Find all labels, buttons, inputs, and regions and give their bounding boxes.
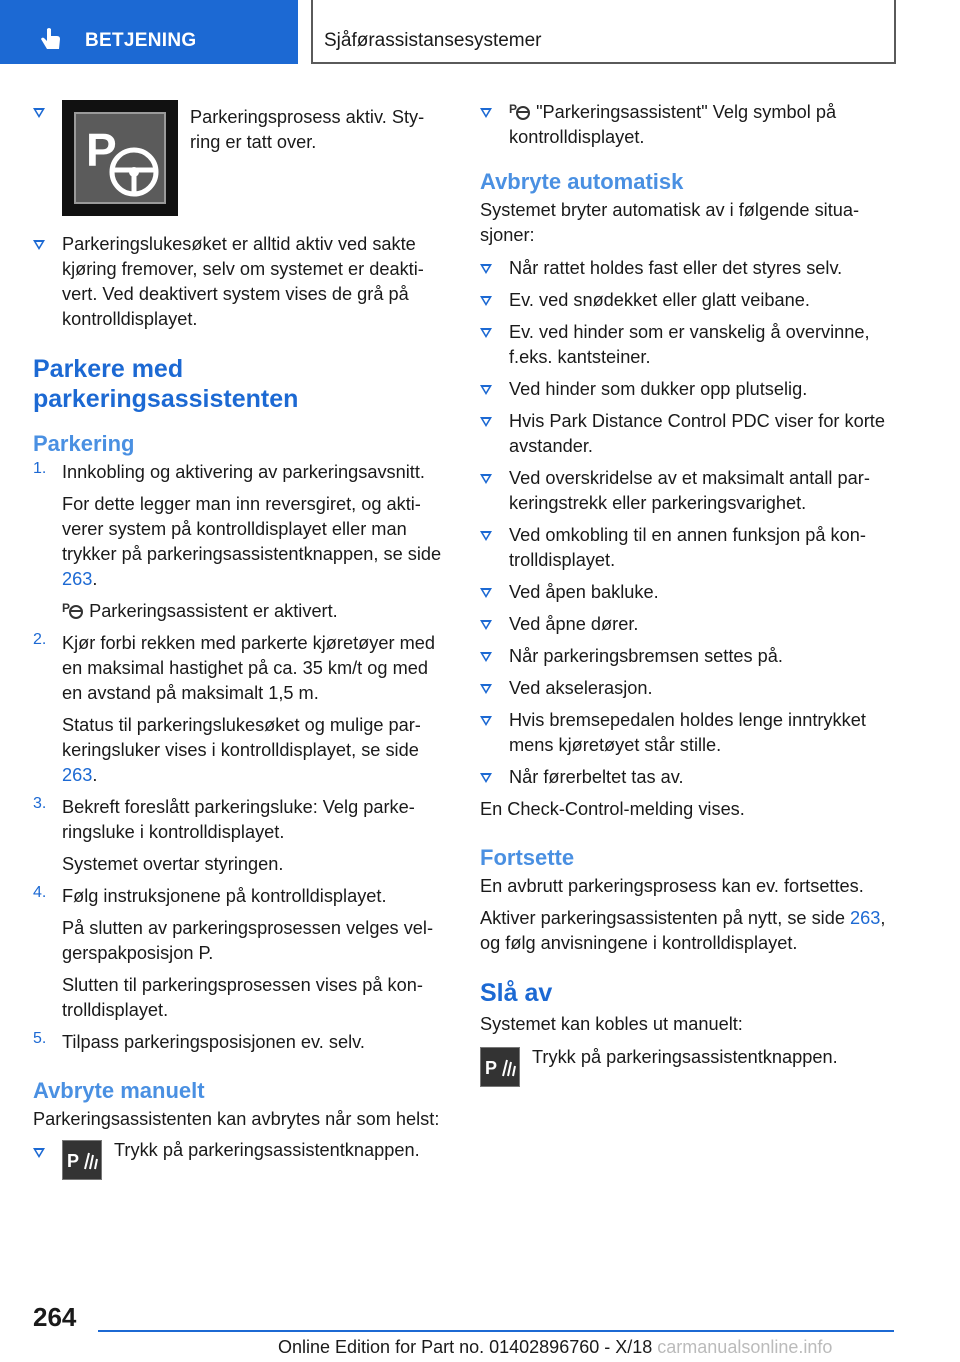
step-detail bbox=[33, 916, 448, 966]
list-item bbox=[480, 644, 900, 669]
list-item-text: Hvis bremsepedalen holdes lenge inntrykket mens kjøretøyet står stille. bbox=[509, 710, 866, 755]
subsection-heading: Avbryte automatisk bbox=[480, 169, 684, 194]
step-detail bbox=[33, 599, 448, 624]
list-item-text: Ved akselerasjon. bbox=[509, 678, 653, 698]
detail-text-end: . bbox=[92, 569, 98, 589]
detail-text: Status til parkeringslukesøket og mulige par-keringsluker vises i kontrolldisplayet, se side bbox=[62, 715, 421, 760]
svg-text:P: P bbox=[509, 102, 518, 116]
detail-text: På slutten av parkeringsprosessen velges vel-gerspakposisjon P. bbox=[62, 918, 434, 963]
bullet-triangle-icon bbox=[33, 240, 45, 250]
detail-text: Systemet overtar styringen. bbox=[62, 854, 284, 874]
list-item bbox=[480, 100, 900, 150]
detail-text: For dette legger man inn reversgiret, og akti-verer system på kontrolldisplayet eller man trykker på parkeringsassistentknappen, se side bbox=[62, 494, 442, 564]
list-item-text: Ved overskridelse av et maksimalt antall par-keringstrekk eller parkeringsvarighet. bbox=[509, 468, 870, 513]
step-2 bbox=[33, 631, 448, 706]
list-item bbox=[33, 1140, 448, 1180]
paragraph: Systemet kan kobles ut manuelt: bbox=[480, 1014, 743, 1034]
section-label: BETJENING bbox=[85, 30, 197, 51]
list-item-text: Ved omkobling til en annen funksjon på kon-trolldisplayet. bbox=[509, 525, 866, 570]
parking-assistant-icon bbox=[62, 601, 84, 619]
page-number: 264 bbox=[33, 1302, 77, 1332]
list-item bbox=[480, 256, 900, 281]
subsection-heading: Fortsette bbox=[480, 845, 575, 870]
svg-text:P: P bbox=[62, 601, 71, 615]
bullet-triangle-icon bbox=[33, 1148, 45, 1158]
chapter-title: Sjåførassistansesystemer bbox=[324, 30, 542, 51]
bullet-triangle-icon bbox=[480, 716, 492, 726]
condition-list bbox=[480, 256, 900, 790]
svg-text:P: P bbox=[86, 124, 117, 176]
bullet-triangle-icon bbox=[480, 531, 492, 541]
edition-text: Online Edition for Part no. 01402896760 - X/18 bbox=[278, 1337, 653, 1357]
step-detail bbox=[33, 492, 448, 592]
step-4 bbox=[33, 884, 448, 909]
step-detail bbox=[33, 852, 448, 877]
list-item bbox=[480, 466, 900, 516]
section-heading: Parkere med parkeringsassistenten bbox=[33, 355, 299, 413]
footer-edition bbox=[278, 1337, 832, 1358]
step-number: 3. bbox=[33, 795, 47, 812]
detail-text: Parkeringsassistent er aktivert. bbox=[89, 601, 338, 621]
bullet-triangle-icon bbox=[480, 588, 492, 598]
hand-pointer-icon bbox=[38, 27, 64, 53]
step-text: Bekreft foreslått parkeringsluke: Velg parke-ringsluke i kontrolldisplayet. bbox=[62, 797, 415, 842]
bullet-triangle-icon bbox=[480, 474, 492, 484]
page-link[interactable]: 263 bbox=[62, 569, 93, 589]
step-text: Tilpass parkeringsposisjonen ev. selv. bbox=[62, 1032, 365, 1052]
list-item bbox=[480, 377, 900, 402]
step-number: 4. bbox=[33, 884, 47, 901]
step-3 bbox=[33, 795, 448, 845]
parking-assistant-button-icon bbox=[62, 1140, 102, 1180]
list-item bbox=[33, 100, 448, 216]
list-item bbox=[480, 320, 900, 370]
list-item-text: Parkeringslukesøket er alltid aktiv ved sakte kjøring fremover, selv om systemet er deakti-vert. Ved deaktivert system vises de grå på kontrolldisplayet. bbox=[62, 234, 424, 329]
list-item-text: Ev. ved snødekket eller glatt veibane. bbox=[509, 290, 810, 310]
list-item bbox=[480, 765, 900, 790]
paragraph: En avbrutt parkeringsprosess kan ev. fortsettes. bbox=[480, 876, 864, 896]
list-item bbox=[480, 708, 900, 758]
page-link[interactable]: 263 bbox=[62, 765, 93, 785]
step-number: 5. bbox=[33, 1030, 47, 1047]
list-item-text: Ved åpen bakluke. bbox=[509, 582, 659, 602]
list-item-text: "Parkeringsassistent" Velg symbol på kontrolldisplayet. bbox=[509, 102, 837, 147]
list-item bbox=[33, 232, 448, 332]
page-link[interactable]: 263 bbox=[850, 908, 881, 928]
list-item bbox=[480, 580, 900, 605]
parking-assistant-button-icon bbox=[480, 1047, 520, 1087]
list-item-text: Når førerbeltet tas av. bbox=[509, 767, 684, 787]
left-column bbox=[33, 100, 448, 1187]
status-text: Parkeringsprosess aktiv. Sty-ring er tatt over. bbox=[190, 107, 425, 152]
bullet-triangle-icon bbox=[480, 417, 492, 427]
bullet-triangle-icon bbox=[480, 684, 492, 694]
paragraph: Systemet bryter automatisk av i følgende situa-sjoner: bbox=[480, 200, 860, 245]
step-text: Kjør forbi rekken med parkerte kjøretøyer med en maksimal hastighet på ca. 35 km/t og med en avstand på maksimalt 1,5 m. bbox=[62, 633, 435, 703]
instruction-text: Trykk på parkeringsassistentknappen. bbox=[532, 1047, 838, 1067]
list-item-text: Når parkeringsbremsen settes på. bbox=[509, 646, 783, 666]
step-5 bbox=[33, 1030, 448, 1055]
step-number: 2. bbox=[33, 631, 47, 648]
step-detail bbox=[33, 713, 448, 788]
list-item bbox=[480, 676, 900, 701]
right-column bbox=[480, 100, 900, 1087]
bullet-triangle-icon bbox=[480, 620, 492, 630]
list-item-text: Ved åpne dører. bbox=[509, 614, 639, 634]
paragraph-end: , og følg anvisningene i kontrolldisplayet. bbox=[480, 908, 886, 953]
list-item bbox=[480, 409, 900, 459]
step-detail bbox=[33, 973, 448, 1023]
detail-text: Slutten til parkeringsprosessen vises på kon-trolldisplayet. bbox=[62, 975, 423, 1020]
parking-assistant-icon bbox=[509, 102, 531, 120]
bullet-triangle-icon bbox=[480, 108, 492, 118]
step-number: 1. bbox=[33, 460, 47, 477]
list-item-text: Ev. ved hinder som er vanskelig å overvinne, f.eks. kantsteiner. bbox=[509, 322, 870, 367]
instruction bbox=[480, 1047, 900, 1087]
list-item-text: Når rattet holdes fast eller det styres selv. bbox=[509, 258, 843, 278]
subsection-heading: Parkering bbox=[33, 431, 135, 456]
section-tab bbox=[0, 0, 298, 64]
list-item-text: Trykk på parkeringsassistentknappen. bbox=[114, 1140, 420, 1160]
bullet-triangle-icon bbox=[480, 328, 492, 338]
svg-text:P: P bbox=[485, 1058, 498, 1078]
footer-divider bbox=[98, 1330, 894, 1332]
list-item-text: Ved hinder som dukker opp plutselig. bbox=[509, 379, 808, 399]
list-item-text: Hvis Park Distance Control PDC viser for korte avstander. bbox=[509, 411, 885, 456]
bullet-triangle-icon bbox=[480, 264, 492, 274]
bullet-triangle-icon bbox=[480, 652, 492, 662]
bullet-triangle-icon bbox=[480, 296, 492, 306]
section-heading: Slå av bbox=[480, 979, 553, 1007]
watermark: carmanualsonline.info bbox=[657, 1337, 833, 1357]
paragraph: En Check-Control-melding vises. bbox=[480, 799, 745, 819]
paragraph: Parkeringsassistenten kan avbrytes når som helst: bbox=[33, 1109, 440, 1129]
parking-steering-icon bbox=[62, 100, 178, 216]
step-text: Innkobling og aktivering av parkeringsavsnitt. bbox=[62, 462, 425, 482]
step-text: Følg instruksjonene på kontrolldisplayet. bbox=[62, 886, 387, 906]
bullet-triangle-icon bbox=[33, 108, 45, 118]
list-item bbox=[480, 523, 900, 573]
detail-text-end: . bbox=[92, 765, 98, 785]
bullet-triangle-icon bbox=[480, 385, 492, 395]
list-item bbox=[480, 288, 900, 313]
svg-text:P: P bbox=[67, 1151, 80, 1171]
step-1 bbox=[33, 460, 448, 485]
paragraph: Aktiver parkeringsassistenten på nytt, se side bbox=[480, 908, 850, 928]
list-item bbox=[480, 612, 900, 637]
bullet-triangle-icon bbox=[480, 773, 492, 783]
subsection-heading: Avbryte manuelt bbox=[33, 1078, 205, 1103]
